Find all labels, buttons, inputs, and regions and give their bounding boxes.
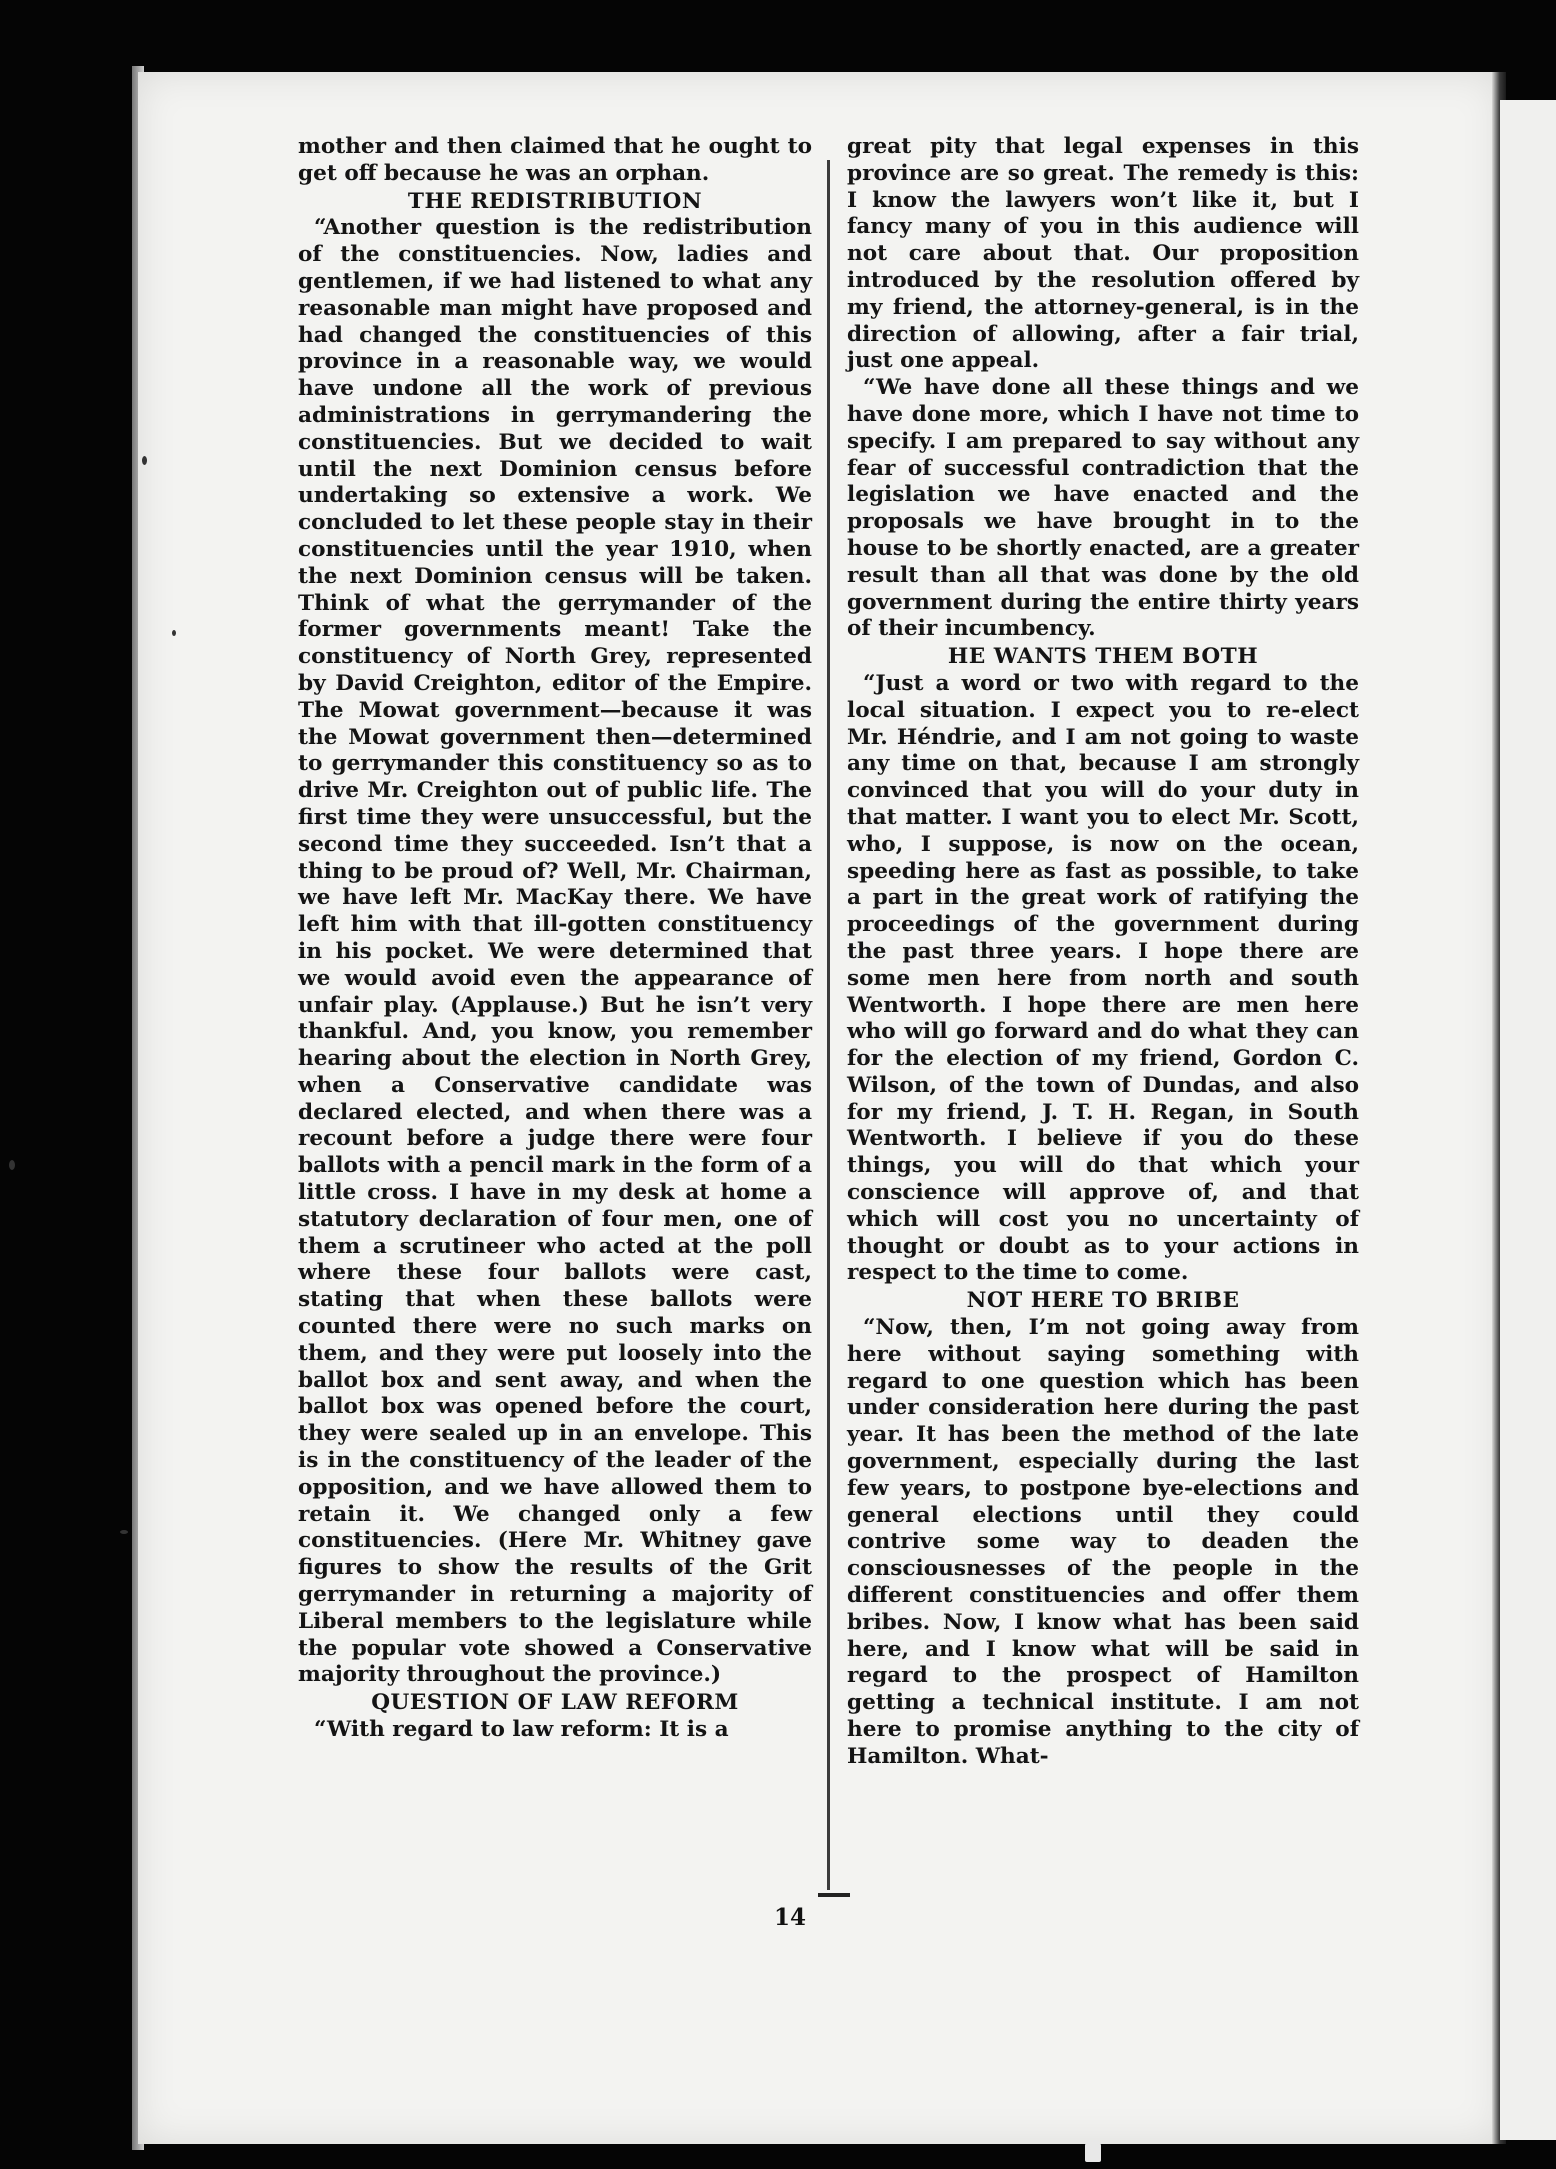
scan-artifact xyxy=(1085,2140,1101,2162)
scan-speck xyxy=(9,1160,15,1170)
body-paragraph: “Another question is the redistribution of the constituencies. Now, ladies and gentlemen, if we had listened to what any reasonable man might have proposed and had changed the constituencies of this province in a reasonable way, we would have undone all the work of previous administrations in gerrymandering the constituencies. But we decided to wait until the next Dominion census before undertaking so extensive a work. We concluded to let these people stay in their constituencies until the year 1910, when the next Dominion census will be taken. Think of what the gerrymander of the former governments meant! Take the constituency of North Grey, represented by David Creighton, editor of the Empire. The Mowat government—because it was the Mowat government then—determined to gerrymander this constituency so as to drive Mr. Creighton out of public life. The first time they were unsuccessful, but the second time they succeeded. Isn’t that a thing to be proud of? Well, Mr. Chairman, we have left Mr. MacKay there. We have left him with that ill-gotten constituency in his pocket. We were determined that we would avoid even the appearance of unfair play. (Applause.) But he isn’t very thankful. And, you know, you remember hearing about the election in North Grey, when a Conservative candidate was declared elected, and when there was a recount before a judge there were four ballots with a pencil mark in the form of a little cross. I have in my desk at home a statutory declaration of four men, one of them a scrutineer who acted at the poll where these four ballots were cast, stating that when these ballots were counted there were no such marks on them, and they were put loosely into the ballot box and sent away, and when the ballot box was opened before the court, they were sealed up in an envelope. This is in the constituency of the leader of the opposition, and we have allowed them to retain it. We changed only a few constituencies. (Here Mr. Whitney gave figures to show the results of the Grit gerrymander in returning a majority of Liberal members to the legislature while the popular vote showed a Conservative majority throughout the province.) xyxy=(298,215,812,1688)
section-heading: HE WANTS THEM BOTH xyxy=(947,644,1259,670)
body-paragraph: mother and then claimed that he ought to get off because he was an orphan. xyxy=(298,134,812,186)
body-paragraph: “We have done all these things and we have done more, which I have not time to specify. I am prepared to say without any fear of successful contradiction that the legislation we have enacted and the proposals we have brought in to the house to be shortly enacted, are a greater result than all that was done by the old government during the entire thirty years of their incumbency. xyxy=(847,375,1359,642)
column-divider xyxy=(827,160,830,1890)
left-column xyxy=(298,134,812,1744)
page-number: 14 xyxy=(773,1904,806,1931)
section-heading: QUESTION OF LAW REFORM xyxy=(371,1690,739,1716)
body-paragraph: “With regard to law reform: It is a xyxy=(314,1717,729,1743)
scan-speck xyxy=(142,456,147,465)
body-paragraph: “Now, then, I’m not going away from here without saying something with regard to one question which has been under consideration here during the past year. It has been the method of the late government, especially during the last few years, to postpone bye-elections and general elections until they could contrive some way to deaden the consciousnesses of the people in the different constituencies and offer them bribes. Now, I know what has been said here, and I know what will be said in regard to the prospect of Hamilton getting a technical institute. I am not here to promise anything to the city of Hamilton. What- xyxy=(847,1315,1359,1769)
ink-mark xyxy=(818,1893,850,1897)
section-heading: THE REDISTRIBUTION xyxy=(407,188,703,214)
adjacent-page-strip xyxy=(1500,100,1556,2140)
section-heading: NOT HERE TO BRIBE xyxy=(966,1288,1240,1314)
scan-speck xyxy=(172,630,176,636)
body-paragraph: great pity that legal expenses in this province are so great. The remedy is this: I know the lawyers won’t like it, but I fancy many of you in this audience will not care about that. Our proposition introduced by the resolution offered by my friend, the attorney-general, is in the direction of allowing, after a fair trial, just one appeal. xyxy=(847,134,1359,374)
body-paragraph: “Just a word or two with regard to the local situation. I expect you to re-elect Mr. Héndrie, and I am not going to waste any time on that, because I am strongly convinced that you will do your duty in that matter. I want you to elect Mr. Scott, who, I suppose, is now on the ocean, speeding here as fast as possible, to take a part in the great work of ratifying the proceedings of the government during the past three years. I hope there are some men here from north and south Wentworth. I hope there are men here who will go forward and do what they can for the election of my friend, Gordon C. Wilson, of the town of Dundas, and also for my friend, J. T. H. Regan, in South Wentworth. I believe if you do these things, you will do that which your conscience will approve of, and that which will cost you no uncertainty of thought or doubt as to your actions in respect to the time to come. xyxy=(847,670,1359,1286)
scan-speck xyxy=(120,1530,128,1534)
right-column xyxy=(847,134,1359,1771)
